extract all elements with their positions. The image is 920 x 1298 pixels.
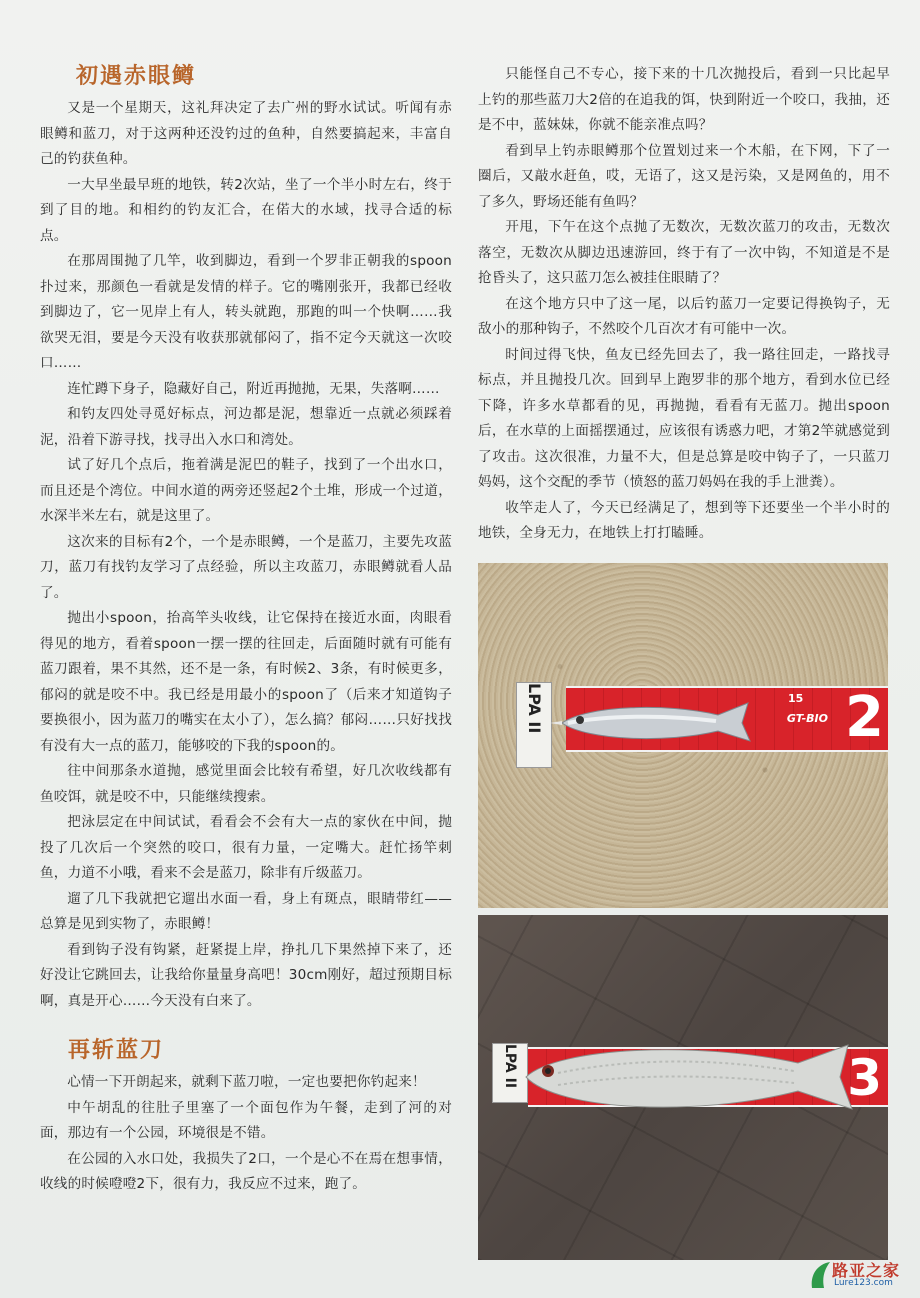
- paragraph: 开甩，下午在这个点抛了无数次，无数次蓝刀的攻击，无数次落空，无数次从脚边迅速游回，终于有了一次中钩，不知道是不是抢昏头了，这只蓝刀怎么被挂住眼睛了？: [478, 219, 890, 286]
- ruler-brand: GT-BIO: [786, 712, 828, 725]
- left-column: [40, 60, 452, 1198]
- paragraph: 在这个地方只中了这一尾，以后钓蓝刀一定要记得换钩子，无敌小的那种钩子，不然咬个几百次才有可能中一次。: [478, 295, 890, 337]
- paragraph: 这次来的目标有2个，一个是赤眼鳟，一个是蓝刀，主要先攻蓝刀，蓝刀有找钓友学习了点经验，所以主攻蓝刀，赤眼鳟就看人品了。: [40, 533, 452, 601]
- paragraph: 连忙蹲下身子，隐藏好自己，附近再抛抛，无果，失落啊……: [67, 380, 440, 397]
- site-logo: [808, 1258, 912, 1292]
- paragraph: 时间过得飞快，鱼友已经先回去了，我一路往回走，一路找寻标点，并且抛投几次。回到早上跑罗非的那个地方，看到水位已经下降，许多水草都看的见，再抛抛，看看有无蓝刀。抛出spoon后，在水草的上面摇摆通过，应该很有诱惑力吧，才第2竿就感觉到了攻击。这次很准，力量不大，但是总算是咬中钩子了，一只蓝刀妈妈，这个交配的季节（愤怒的蓝刀妈妈在我的手上泄粪）。: [478, 346, 890, 490]
- paragraph: 遛了几下我就把它遛出水面一看，身上有斑点，眼睛带红——总算是见到实物了，赤眼鳟！: [40, 890, 452, 932]
- photo-fish-on-ruler-sand: [478, 563, 888, 908]
- paragraph: 一大早坐最早班的地铁，转2次站，坐了一个半小时左右，终于到了目的地。和相约的钓友汇合，在偌大的水域，找寻合适的标点。: [40, 176, 452, 244]
- section-title-second-catch: 再斩蓝刀: [68, 1037, 165, 1063]
- fish-image: [548, 693, 768, 753]
- paragraph: 又是一个星期天，这礼拜决定了去广州的野水试试。听闻有赤眼鳟和蓝刀，对于这两种还没钓过的鱼种，自然要搞起来，丰富自己的钓获鱼种。: [40, 100, 452, 167]
- paragraph: 看到钩子没有钩紧，赶紧提上岸，挣扎几下果然掉下来了，还好没让它跳回去，让我给你量量身高吧！30cm刚好，超过预期目标啊，真是开心……今天没有白来了。: [40, 941, 452, 1009]
- paragraph: 在公园的入水口处，我损失了2口，一个是心不在焉在想事情，收线的时候噔噔2下，很有力，我反应不过来，跑了。: [40, 1150, 452, 1192]
- paragraph: 往中间那条水道抛，感觉里面会比较有希望，好几次收线都有鱼咬饵，就是咬不中，只能继续搜索。: [40, 763, 452, 805]
- paragraph: 抛出小spoon，抬高竿头收线，让它保持在接近水面，肉眼看得见的地方，看着spoon一摆一摆的往回走，后面随时就有可能有蓝刀跟着，果不其然，还不是一条，有时候2、3条，有时候更多，郁闷的就是咬不中。我已经是用最小的spoon了（后来才知道钩子要换很小，因为蓝刀的嘴实在太小了），怎么搞？郁闷……只好找找有没有大一点的蓝刀，能够咬的下我的spoon的。: [40, 610, 452, 754]
- logo-url: Lure123.com: [834, 1278, 893, 1288]
- ruler-tag-label: LPA II: [525, 683, 544, 734]
- paragraph: 收竿走人了，今天已经满足了，想到等下还要坐一个半小时的地铁，全身无力，在地铁上打打瞌睡。: [478, 499, 890, 541]
- section1-body: [40, 96, 452, 1014]
- section2-body-left: [40, 1070, 452, 1198]
- paragraph: 只能怪自己不专心，接下来的十几次抛投后，看到一只比起早上钓的那些蓝刀大2倍的在追我的饵，快到附近一个咬口，我抽，还是不中，蓝妹妹，你就不能亲准点吗？: [478, 66, 890, 133]
- paragraph: 中午胡乱的往肚子里塞了一个面包作为午餐，走到了河的对面，那边有一个公园，环境很是不错。: [40, 1099, 452, 1141]
- photo-fish-on-ruler-pavement: [478, 915, 888, 1260]
- logo-text: 路亚之家: [832, 1261, 901, 1280]
- ruler-number: 3: [847, 1049, 882, 1107]
- paragraph: 和钓友四处寻觅好标点，河边都是泥，想靠近一点就必须踩着泥，沿着下游寻找，找寻出入水口和湾处。: [40, 406, 452, 448]
- ruler-number: 2: [845, 685, 884, 750]
- fish-logo-icon: [808, 1260, 832, 1290]
- ruler-tag-label: LPA II: [502, 1044, 518, 1089]
- section-title-first-encounter: 初遇赤眼鳟: [76, 63, 197, 89]
- paragraph: 心情一下开朗起来，就剩下蓝刀啦，一定也要把你钓起来！: [67, 1074, 426, 1090]
- fish-image: [518, 1033, 868, 1123]
- ruler-tag: [516, 682, 552, 768]
- paragraph: 把泳层定在中间试试，看看会不会有大一点的家伙在中间，抛投了几次后一个突然的咬口，很有力量，一定嘴大。赶忙扬竿刺鱼，力道不小哦，看来不会是蓝刀，除非有斤级蓝刀。: [40, 814, 452, 881]
- right-column: [478, 62, 890, 547]
- paragraph: 看到早上钓赤眼鳟那个位置划过来一个木船，在下网，下了一圈后，又敲水赶鱼，哎，无语了，这又是污染，又是网鱼的，用不了多久，野场还能有鱼吗？: [478, 142, 890, 210]
- paragraph: 试了好几个点后，拖着满是泥巴的鞋子，找到了一个出水口，而且还是个湾位。中间水道的两旁还竖起2个土堆，形成一个过道，水深半米左右，就是这里了。: [40, 457, 452, 524]
- paragraph: 在那周围抛了几竿，收到脚边，看到一个罗非正朝我的spoon扑过来，那颜色一看就是发情的样子。它的嘴刚张开，我都已经收到脚边了，它一见岸上有人，转头就跑，那跑的叫一个快啊……我欲哭无泪，要是今天没有收获那就郁闷了，指不定今天就这一次咬口……: [40, 253, 452, 371]
- ruler-mark: 15: [788, 692, 804, 705]
